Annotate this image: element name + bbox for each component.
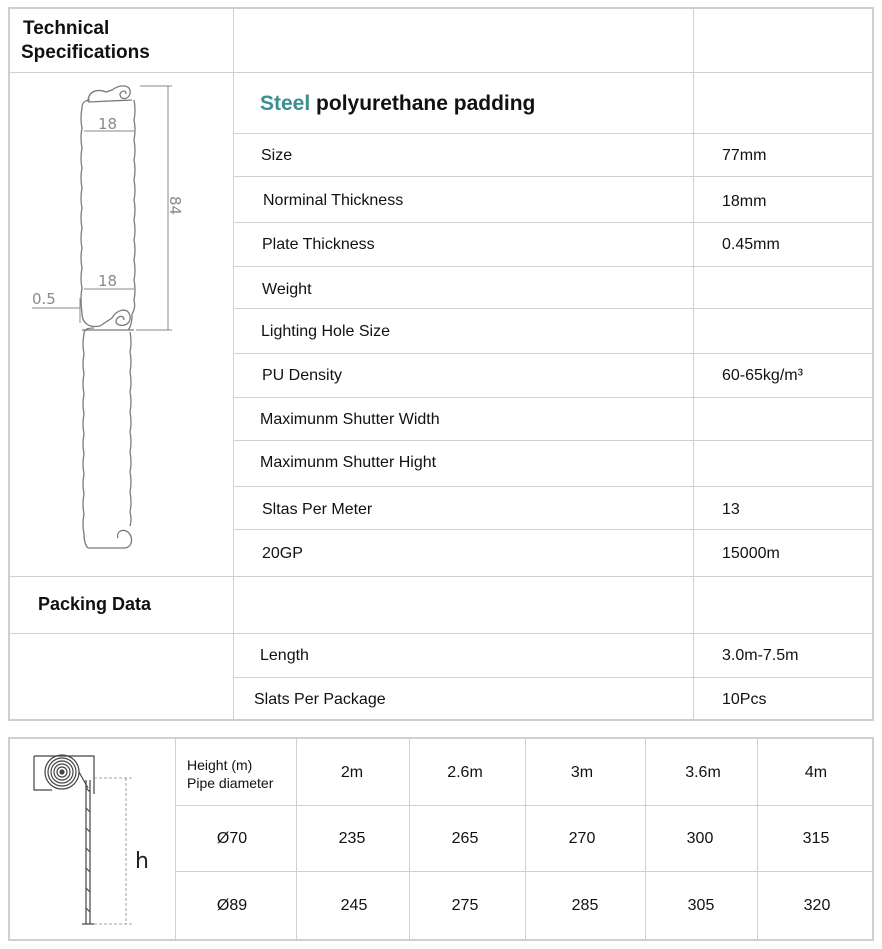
packing-label-length: Length — [260, 647, 309, 664]
spec-value-size: 77mm — [722, 147, 767, 164]
pipe-height-4m: 4m — [804, 764, 828, 781]
spec-value-nominal-thickness: 18mm — [722, 193, 767, 210]
packing-title: Packing Data — [38, 594, 152, 614]
spec-label-weight: Weight — [262, 281, 312, 298]
spec-divider-v1 — [233, 8, 234, 720]
drawing-dim-top: 18 — [98, 115, 118, 133]
spec-label-max-width: Maximunm Shutter Width — [260, 411, 440, 428]
pipe-height-2m: 2m — [340, 764, 364, 781]
spec-divider-v2 — [693, 8, 694, 720]
pipe-vline — [296, 738, 297, 940]
spec-hline — [234, 133, 873, 134]
pipe-cell: 275 — [451, 897, 479, 914]
spec-label-slats-per-meter: Sltas Per Meter — [262, 501, 373, 518]
pipe-cell: 245 — [340, 897, 368, 914]
spec-value-plate-thickness: 0.45mm — [722, 236, 780, 253]
spec-label-pu-density: PU Density — [262, 367, 343, 384]
spec-hline — [9, 72, 873, 73]
spec-label-nominal-thickness: Norminal Thickness — [263, 192, 404, 209]
pipe-height-3m: 3m — [570, 764, 594, 781]
spec-title-line2: Specifications — [21, 42, 150, 63]
pipe-vline — [645, 738, 646, 940]
spec-hline — [234, 353, 873, 354]
packing-value-length: 3.0m-7.5m — [722, 647, 799, 664]
diagram-height-label: h — [135, 849, 149, 874]
product-title — [260, 93, 535, 114]
spec-hline — [9, 576, 873, 577]
pipe-cell: 285 — [571, 897, 599, 914]
pipe-cell: 265 — [451, 830, 479, 847]
spec-hline — [9, 633, 873, 634]
pipe-vline — [175, 738, 176, 940]
product-title-rest: polyurethane padding — [316, 92, 536, 115]
slat-profile-drawing — [20, 78, 220, 568]
pipe-cell: 320 — [803, 897, 831, 914]
pipe-hline — [176, 871, 873, 872]
pipe-height-3-6m: 3.6m — [685, 764, 721, 781]
pipe-vline — [525, 738, 526, 940]
pipe-header-height: Height (m) — [187, 757, 253, 773]
spec-hline — [234, 176, 873, 177]
spec-hline — [234, 677, 873, 678]
spec-value-slats-per-meter: 13 — [722, 501, 740, 518]
pipe-cell: 300 — [686, 830, 714, 847]
pipe-height-2-6m: 2.6m — [447, 764, 483, 781]
pipe-hline — [176, 805, 873, 806]
spec-value-20gp: 15000m — [722, 545, 780, 562]
drawing-dim-mid: 18 — [98, 272, 118, 290]
pipe-cell: 305 — [687, 897, 715, 914]
packing-label-slats: Slats Per Package — [254, 691, 386, 708]
spec-hline — [234, 222, 873, 223]
spec-label-size: Size — [261, 147, 293, 164]
pipe-row-diameter-89: Ø89 — [216, 897, 248, 914]
pipe-row-diameter-70: Ø70 — [216, 830, 248, 847]
spec-label-lighting-hole: Lighting Hole Size — [261, 323, 390, 340]
spec-label-max-height: Maximunm Shutter Hight — [260, 454, 437, 471]
spec-hline — [234, 266, 873, 267]
packing-value-slats: 10Pcs — [722, 691, 767, 708]
pipe-cell: 235 — [338, 830, 366, 847]
spec-hline — [234, 308, 873, 309]
spec-hline — [234, 440, 873, 441]
spec-title-line1: Technical — [23, 18, 110, 39]
pipe-cell: 315 — [802, 830, 830, 847]
spec-label-20gp: 20GP — [262, 545, 303, 562]
spec-hline — [234, 529, 873, 530]
spec-hline — [234, 486, 873, 487]
drawing-dim-thick: 0.5 — [32, 290, 56, 308]
spec-value-pu-density: 60-65kg/m³ — [722, 367, 803, 384]
pipe-cell: 270 — [568, 830, 596, 847]
roller-shutter-diagram — [28, 748, 168, 933]
product-title-highlight: Steel — [260, 92, 311, 115]
pipe-header-diameter: Pipe diameter — [187, 775, 274, 791]
pipe-vline — [757, 738, 758, 940]
pipe-vline — [409, 738, 410, 940]
spec-label-plate-thickness: Plate Thickness — [262, 236, 375, 253]
drawing-dim-height: 84 — [166, 196, 184, 216]
spec-hline — [234, 397, 873, 398]
